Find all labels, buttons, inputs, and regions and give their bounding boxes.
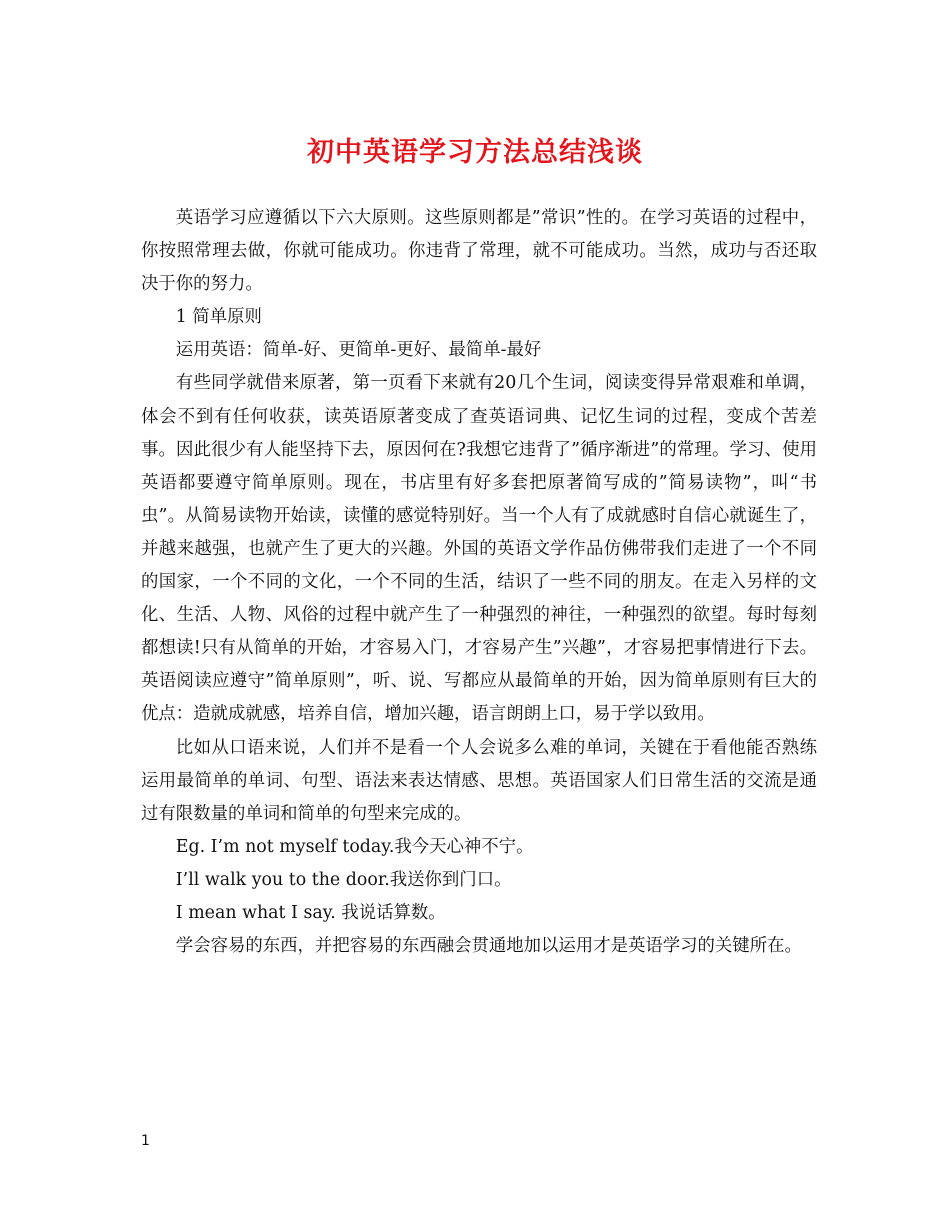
example-sentence: Eg. I’m not myself today.我今天心神不宁。	[175, 836, 534, 857]
example-sentence: I mean what I say. 我说话算数。	[175, 902, 446, 923]
paragraph-reading: 有些同学就借来原著，第一页看下来就有20几个生词，阅读变得异常艰难和单调，体会不到有任何收获，读英语原著变成了查英语词典、记忆生词的过程，变成个苦差事。因此很少有人能坚持下去，原因何在?我想它违背了”循序渐进”的常理。学习、使用英语都要遵守简单原则。现在，书店里有好多套把原著简写成的”简易读物”，叫“书虫”。从简易读物开始读，读懂的感觉特别好。当一个人有了成就感时自信心就诞生了，并越来越强，也就产生了更大的兴趣。外国的英语文学作品仿佛带我们走进了一个不同的国家，一个不同的文化，一个不同的生活，结识了一些不同的朋友。在走入另样的文化、生活、人物、风俗的过程中就产生了一种强烈的神往，一种强烈的欲望。每时每刻都想读!只有从简单的开始，才容易入门，才容易产生”兴趣”，才容易把事情进行下去。英语阅读应遵守”简单原则”，听、说、写都应从最简单的开始，因为简单原则有巨大的优点：造就成就感，培养自信，增加兴趣，语言朗朗上口，易于学以致用。	[141, 373, 817, 725]
paragraph-conclusion: 学会容易的东西，并把容易的东西融会贯通地加以运用才是英语学习的关键所在。	[175, 936, 802, 957]
page-number: 1	[141, 1133, 150, 1149]
example-sentence: I’ll walk you to the door.我送你到门口。	[175, 869, 512, 890]
paragraph-intro: 英语学习应遵循以下六大原则。这些原则都是”常识”性的。在学习英语的过程中，你按照常理去做，你就可能成功。你违背了常理，就不可能成功。当然，成功与否还取决于你的努力。	[141, 208, 817, 295]
paragraph-speaking: 比如从口语来说，人们并不是看一个人会说多么难的单词，关键在于看他能否熟练运用最简单的单词、句型、语法来表达情感、思想。英语国家人们日常生活的交流是通过有限数量的单词和简单的句型来完成的。	[141, 737, 817, 824]
document-title: 初中英语学习方法总结浅谈	[307, 137, 643, 168]
section-heading: 1 简单原则	[175, 307, 262, 328]
paragraph-principle: 运用英语：简单-好、更简单-更好、最简单-最好	[175, 340, 542, 361]
document-body	[141, 202, 817, 963]
